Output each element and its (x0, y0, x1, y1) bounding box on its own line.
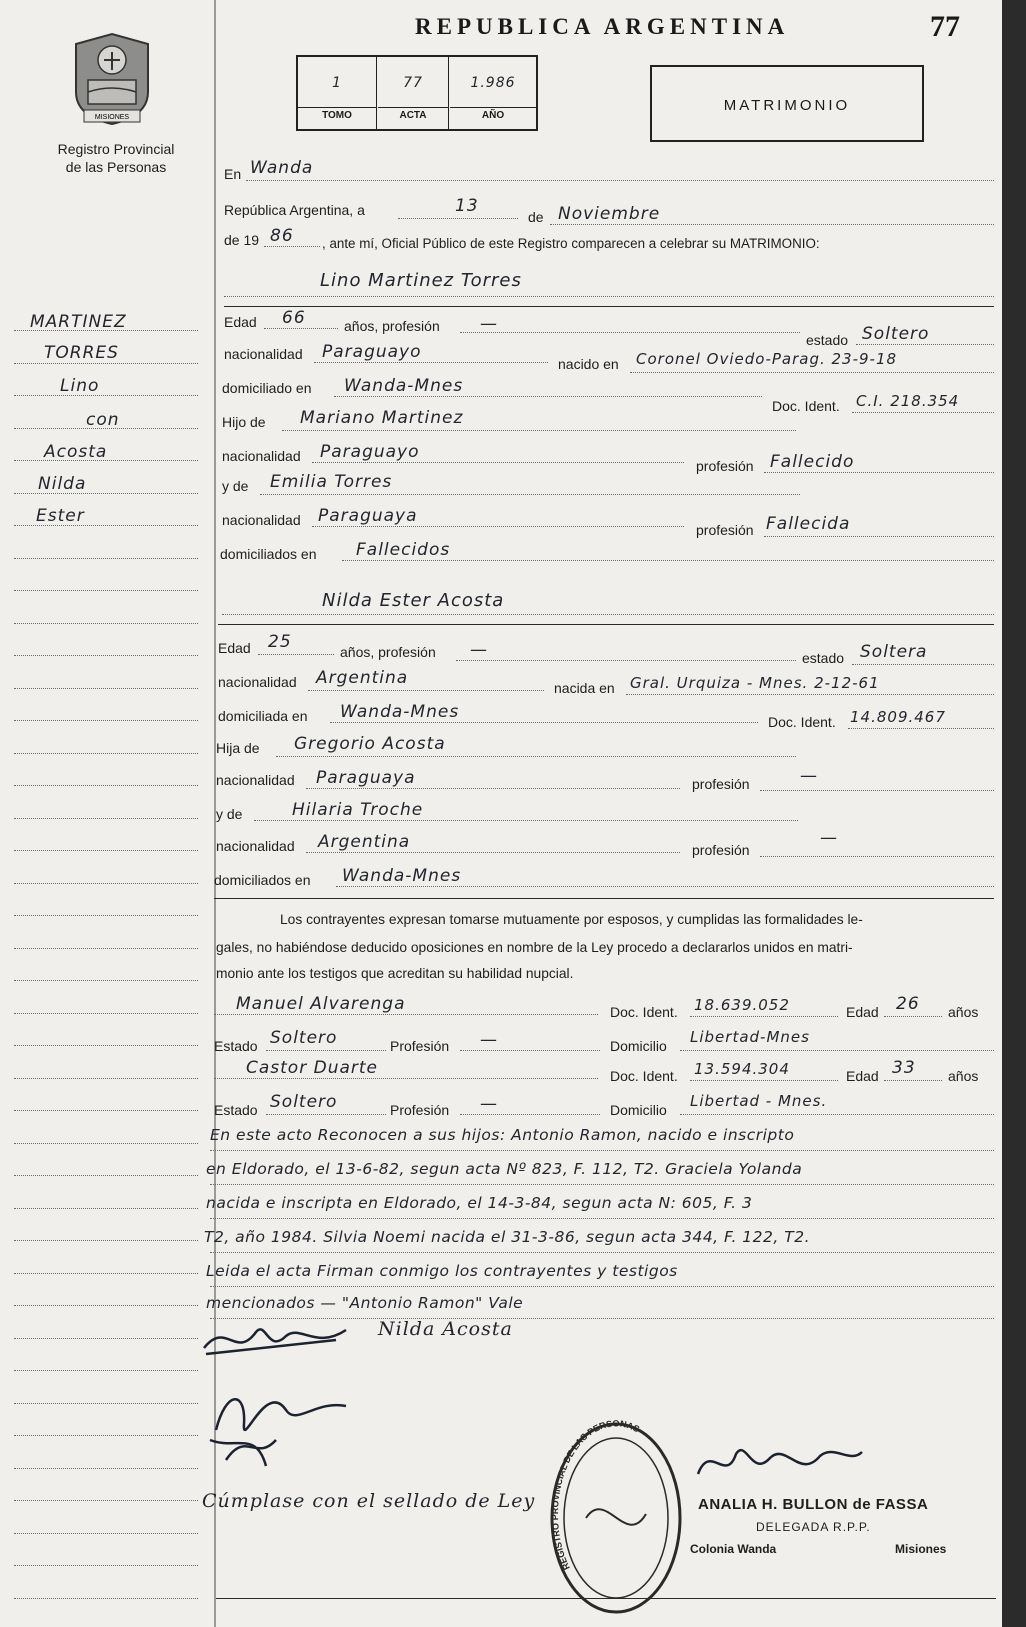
margin-line (14, 1078, 198, 1079)
margin-line (14, 623, 198, 624)
margin-line (14, 1370, 198, 1371)
margin-surname-3: Acosta (44, 442, 108, 462)
bride-father: Gregorio Acosta (294, 734, 446, 754)
margin-line (14, 980, 198, 981)
bride-parents-domicile: Wanda-Mnes (342, 866, 462, 886)
margin-line (14, 688, 198, 689)
bride-nationality: Argentina (316, 668, 409, 688)
groom-doc-label: Doc. Ident. (772, 398, 840, 414)
bride-full-name: Nilda Ester Acosta (322, 590, 505, 611)
margin-given-name-2: Nilda (38, 474, 87, 494)
intro-place: Wanda (250, 158, 314, 178)
bride-profession-label: años, profesión (340, 644, 436, 660)
note-line-3: nacida e inscripta en Eldorado, el 14-3-84, segun acta N: 605, F. 3 (206, 1194, 753, 1212)
bride-doc-label: Doc. Ident. (768, 714, 836, 730)
registry-name-line-1: Registro Provincial (57, 141, 175, 157)
groom-father: Mariano Martinez (300, 408, 464, 428)
intro-day: 13 (455, 196, 479, 216)
margin-line (14, 1533, 198, 1534)
tomo-label: TOMO (298, 107, 376, 121)
groom-parents-dom-label: domiciliados en (220, 546, 317, 562)
bride-birthplace: Gral. Urquiza - Mnes. 2-12-61 (630, 674, 880, 692)
declaration-line-3: monio ante los testigos que acreditan su habilidad nupcial. (216, 966, 574, 981)
bride-status: Soltera (860, 642, 928, 662)
groom-mother-label: y de (222, 478, 249, 494)
margin-line (14, 1013, 198, 1014)
margin-line (14, 850, 198, 851)
groom-birth-label: nacido en (558, 356, 619, 372)
record-type-box (650, 65, 924, 142)
bride-parents-dom-label: domiciliados en (214, 872, 311, 888)
groom-mother-nationality: Paraguaya (318, 506, 418, 526)
ano-value: 1.986 (470, 75, 516, 91)
witness-1-profession: — (480, 1030, 498, 1050)
witness-1-doc-label: Doc. Ident. (610, 1004, 678, 1020)
groom-age-label: Edad (224, 314, 257, 330)
margin-given-name: Lino (60, 376, 100, 396)
margin-line (14, 363, 198, 364)
witness-1-anos: años (948, 1004, 979, 1020)
bride-status-label: estado (802, 650, 845, 666)
witness-2-dom-label: Domicilio (610, 1102, 667, 1118)
registry-name (18, 140, 214, 176)
bride-signature: Nilda Acosta (378, 1318, 513, 1340)
declaration-line-1: Los contrayentes expresan tomarse mutuamente por esposos, y cumplidas las formalidades le- (280, 912, 863, 927)
groom-mother-profession: Fallecida (766, 514, 851, 534)
note-line-2: en Eldorado, el 13-6-82, segun acta Nº 823, F. 112, T2. Graciela Yolanda (206, 1160, 803, 1178)
witness-signatures (196, 1370, 366, 1470)
record-type: MATRIMONIO (723, 97, 851, 114)
country-heading: REPUBLICA ARGENTINA (415, 14, 790, 39)
groom-father-label: Hijo de (222, 414, 266, 430)
registry-name-line-2: de las Personas (65, 159, 167, 175)
groom-nationality: Paraguayo (322, 342, 422, 362)
witness-2-name: Castor Duarte (246, 1058, 378, 1078)
reference-box (296, 55, 538, 131)
groom-mother: Emilia Torres (270, 472, 393, 492)
note-line-1: En este acto Reconocen a sus hijos: Antonio Ramon, nacido e inscripto (210, 1126, 795, 1144)
acta-value: 77 (403, 75, 423, 91)
witness-2-domicile: Libertad - Mnes. (690, 1092, 828, 1110)
bride-domicile: Wanda-Mnes (340, 702, 460, 722)
en-label: En (224, 166, 242, 182)
witness-1-doc: 18.639.052 (694, 996, 790, 1014)
margin-line (14, 590, 198, 591)
declaration-line-2: gales, no habiéndose deducido oposiciones en nombre de la Ley procedo a declararlos unidos en matri- (216, 940, 853, 955)
margin-line (14, 655, 198, 656)
bride-birth-label: nacida en (554, 680, 615, 696)
witness-2-status-label: Estado (214, 1102, 258, 1118)
bride-mother-nationality: Argentina (318, 832, 411, 852)
note-line-4: T2, año 1984. Silvia Noemi nacida el 31-3-86, segun acta 344, F. 122, T2. (204, 1228, 811, 1246)
official-stamp (546, 1418, 686, 1618)
bottom-rule (216, 1598, 996, 1599)
stamp-text: REGISTRO PROVINCIAL DE LAS PERSONAS (549, 1418, 642, 1572)
margin-line (14, 1598, 198, 1599)
official-role: DELEGADA R.P.P. (756, 1520, 871, 1534)
groom-birthplace: Coronel Oviedo-Parag. 23-9-18 (636, 350, 898, 368)
groom-status: Soltero (862, 324, 930, 344)
groom-full-name: Lino Martinez Torres (320, 270, 522, 291)
bride-mother-prof-label: profesión (692, 842, 750, 858)
margin-line (14, 948, 198, 949)
witness-2-age: 33 (892, 1058, 916, 1078)
groom-doc: C.I. 218.354 (856, 392, 960, 410)
witness-1-domicile: Libertad-Mnes (690, 1028, 810, 1046)
ano-label: AÑO (450, 107, 536, 121)
official-name: ANALIA H. BULLON de FASSA (698, 1496, 929, 1513)
location-left: Colonia Wanda (690, 1542, 777, 1556)
groom-father-prof-label: profesión (696, 458, 754, 474)
bride-father-label: Hija de (216, 740, 260, 756)
bride-age-label: Edad (218, 640, 251, 656)
groom-father-profession: Fallecido (770, 452, 855, 472)
witness-1-name: Manuel Alvarenga (236, 994, 406, 1014)
intro-month: Noviembre (558, 204, 661, 224)
groom-domicile: Wanda-Mnes (344, 376, 464, 396)
margin-line (14, 1175, 198, 1176)
bride-mother-profession: — (820, 828, 838, 848)
republica-label: República Argentina, a (224, 202, 365, 218)
bride-mother-nat-label: nacionalidad (216, 838, 295, 854)
groom-dom-label: domiciliado en (222, 380, 312, 396)
bride-mother-label: y de (216, 806, 243, 822)
bride-father-nationality: Paraguaya (316, 768, 416, 788)
groom-status-label: estado (806, 332, 849, 348)
witness-2-doc: 13.594.304 (694, 1060, 790, 1078)
tomo-value: 1 (332, 75, 342, 91)
margin-line (14, 1338, 198, 1339)
groom-mother-prof-label: profesión (696, 522, 754, 538)
witness-1-prof-label: Profesión (390, 1038, 450, 1054)
margin-line (14, 883, 198, 884)
groom-profession-label: años, profesión (344, 318, 440, 334)
margin-given-name-3: Ester (36, 506, 85, 526)
groom-nat-label: nacionalidad (224, 346, 303, 362)
margin-line (14, 395, 198, 396)
year-label: de 19 (224, 232, 260, 248)
margin-line (14, 1273, 198, 1274)
emblem-label: MISIONES (94, 114, 130, 121)
provincial-emblem (66, 30, 158, 128)
groom-parents-domicile: Fallecidos (356, 540, 451, 560)
margin-line (14, 1565, 198, 1566)
margin-surname-1: MARTINEZ (30, 312, 127, 332)
margin-line (14, 1208, 198, 1209)
margin-line (14, 1468, 198, 1469)
margin-line (14, 818, 198, 819)
acta-label: ACTA (378, 107, 448, 121)
witness-1-age-label: Edad (846, 1004, 879, 1020)
svg-text:REGISTRO PROVINCIAL DE LAS PER (550, 1418, 641, 1571)
margin-line (14, 1143, 198, 1144)
margin-line (14, 785, 198, 786)
margin-line (14, 1435, 198, 1436)
bride-age: 25 (268, 632, 292, 652)
bride-father-profession: — (800, 766, 818, 786)
margin-line (14, 1240, 198, 1241)
margin-surname-2: TORRES (44, 343, 119, 363)
location-right: Misiones (895, 1542, 947, 1556)
bride-father-prof-label: profesión (692, 776, 750, 792)
margin-line (14, 1110, 198, 1111)
page-number: 77 (930, 10, 960, 43)
witness-2-age-label: Edad (846, 1068, 879, 1084)
margin-line (14, 1045, 198, 1046)
ref-ano (450, 57, 536, 129)
de-label: de (528, 209, 544, 225)
bride-profession: — (470, 640, 488, 660)
ref-acta (378, 57, 449, 129)
groom-father-nat-label: nacionalidad (222, 448, 301, 464)
witness-1-status: Soltero (270, 1028, 338, 1048)
witness-1-age: 26 (896, 994, 920, 1014)
bride-nat-label: nacionalidad (218, 674, 297, 690)
bride-mother: Hilaria Troche (292, 800, 424, 820)
official-signature (690, 1434, 870, 1494)
intro-statement: , ante mí, Oficial Público de este Registro comparecen a celebrar su MATRIMONIO: (322, 236, 820, 251)
bride-doc: 14.809.467 (850, 708, 946, 726)
note-line-6: mencionados — "Antonio Ramon" Vale (206, 1294, 524, 1312)
bride-father-nat-label: nacionalidad (216, 772, 295, 788)
margin-line (14, 1500, 198, 1501)
witness-2-status: Soltero (270, 1092, 338, 1112)
bride-dom-label: domiciliada en (218, 708, 308, 724)
groom-mother-nat-label: nacionalidad (222, 512, 301, 528)
margin-line (14, 1403, 198, 1404)
groom-age: 66 (282, 308, 306, 328)
witness-2-doc-label: Doc. Ident. (610, 1068, 678, 1084)
witness-2-anos: años (948, 1068, 979, 1084)
ref-tomo (298, 57, 377, 129)
margin-line (14, 558, 198, 559)
groom-signature (196, 1310, 376, 1370)
witness-1-dom-label: Domicilio (610, 1038, 667, 1054)
margin-con: con (86, 410, 120, 430)
margin-line (14, 753, 198, 754)
margin-line (14, 915, 198, 916)
fulfilment-note: Cúmplase con el sellado de Ley (202, 1490, 536, 1512)
witness-2-profession: — (480, 1094, 498, 1114)
margin-line (14, 1305, 198, 1306)
witness-1-status-label: Estado (214, 1038, 258, 1054)
intro-year: 86 (270, 226, 294, 246)
witness-2-prof-label: Profesión (390, 1102, 450, 1118)
groom-profession: — (480, 314, 498, 334)
margin-line (14, 720, 198, 721)
note-line-5: Leida el acta Firman conmigo los contrayentes y testigos (206, 1262, 678, 1280)
groom-father-nationality: Paraguayo (320, 442, 420, 462)
